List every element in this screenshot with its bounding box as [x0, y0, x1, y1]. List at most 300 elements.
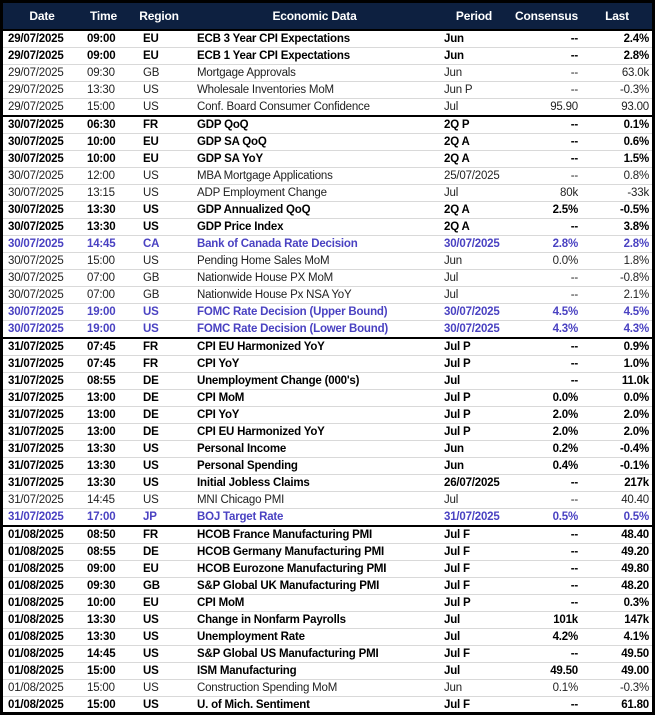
- cell-region: US: [126, 475, 192, 492]
- cell-time: 13:30: [81, 219, 126, 236]
- table-row[interactable]: [3, 30, 652, 48]
- table-row[interactable]: [3, 578, 652, 595]
- cell-period: Jul F: [437, 544, 511, 561]
- cell-consensus: --: [511, 492, 582, 509]
- cell-consensus: --: [511, 65, 582, 82]
- cell-last: 1.0%: [582, 356, 652, 373]
- cell-region: US: [126, 168, 192, 185]
- cell-last: 217k: [582, 475, 652, 492]
- cell-last: 3.8%: [582, 219, 652, 236]
- cell-economic-data: Conf. Board Consumer Confidence: [192, 99, 437, 117]
- cell-time: 09:00: [81, 561, 126, 578]
- table-row[interactable]: [3, 390, 652, 407]
- table-row[interactable]: [3, 168, 652, 185]
- cell-period: Jul: [437, 492, 511, 509]
- cell-period: Jul P: [437, 407, 511, 424]
- cell-last: 4.5%: [582, 304, 652, 321]
- table-row[interactable]: [3, 680, 652, 697]
- cell-last: 0.6%: [582, 134, 652, 151]
- cell-economic-data: Mortgage Approvals: [192, 65, 437, 82]
- column-header-economic-data: Economic Data: [192, 3, 437, 30]
- cell-date: 31/07/2025: [3, 390, 81, 407]
- cell-region: US: [126, 646, 192, 663]
- cell-last: 11.0k: [582, 373, 652, 390]
- cell-date: 30/07/2025: [3, 168, 81, 185]
- cell-economic-data: CPI MoM: [192, 390, 437, 407]
- cell-consensus: --: [511, 578, 582, 595]
- cell-period: 2Q A: [437, 134, 511, 151]
- cell-region: FR: [143, 119, 158, 131]
- date-group: [3, 338, 652, 526]
- cell-last: 0.9%: [623, 341, 649, 353]
- cell-last: 61.80: [582, 697, 652, 714]
- cell-last: 63.0k: [582, 65, 652, 82]
- cell-period: 25/07/2025: [437, 168, 511, 185]
- cell-date: 30/07/2025: [3, 219, 81, 236]
- cell-last: -33k: [582, 185, 652, 202]
- cell-date: 30/07/2025: [3, 253, 81, 270]
- cell-consensus: 0.0%: [511, 253, 582, 270]
- cell-region: DE: [126, 424, 192, 441]
- cell-time: 15:00: [81, 697, 126, 714]
- table-row[interactable]: [3, 612, 652, 629]
- cell-consensus: 2.0%: [511, 424, 582, 441]
- cell-period: Jun: [437, 441, 511, 458]
- cell-consensus: --: [570, 119, 578, 131]
- cell-economic-data: ADP Employment Change: [192, 185, 437, 202]
- cell-region: JP: [126, 509, 192, 527]
- table-row[interactable]: [3, 134, 652, 151]
- table-row[interactable]: [3, 116, 652, 134]
- table-row[interactable]: [3, 270, 652, 287]
- cell-region: GB: [126, 65, 192, 82]
- cell-period: Jun: [437, 253, 511, 270]
- cell-economic-data: FOMC Rate Decision (Lower Bound): [192, 321, 437, 339]
- cell-economic-data: GDP Price Index: [192, 219, 437, 236]
- cell-consensus: --: [511, 561, 582, 578]
- cell-economic-data: Wholesale Inventories MoM: [192, 82, 437, 99]
- cell-time: 07:45: [81, 356, 126, 373]
- cell-last: 0.8%: [582, 168, 652, 185]
- table-row[interactable]: [3, 646, 652, 663]
- cell-economic-data: U. of Mich. Sentiment: [192, 697, 437, 714]
- table-header: [3, 3, 652, 30]
- cell-date: 31/07/2025: [8, 341, 64, 353]
- table-row[interactable]: [3, 373, 652, 390]
- cell-region: DE: [126, 544, 192, 561]
- cell-date: 01/08/2025: [3, 680, 81, 697]
- cell-time: 13:15: [81, 185, 126, 202]
- cell-time: 09:30: [81, 65, 126, 82]
- cell-last: 0.1%: [623, 119, 649, 131]
- cell-region: US: [126, 99, 192, 117]
- cell-time: 14:45: [81, 646, 126, 663]
- table-row[interactable]: [3, 338, 652, 356]
- table-row[interactable]: [3, 663, 652, 680]
- cell-region: US: [126, 253, 192, 270]
- cell-time: 10:00: [81, 595, 126, 612]
- cell-economic-data: MNI Chicago PMI: [192, 492, 437, 509]
- cell-economic-data: Nationwide House PX MoM: [192, 270, 437, 287]
- cell-region: EU: [126, 48, 192, 65]
- cell-region: DE: [126, 390, 192, 407]
- table-row[interactable]: [3, 492, 652, 509]
- cell-period: Jul: [437, 663, 511, 680]
- cell-region: GB: [126, 270, 192, 287]
- cell-period: 26/07/2025: [437, 475, 511, 492]
- table-row[interactable]: [3, 99, 652, 117]
- table-row[interactable]: [3, 151, 652, 168]
- cell-economic-data: HCOB Germany Manufacturing PMI: [192, 544, 437, 561]
- cell-economic-data: HCOB Eurozone Manufacturing PMI: [192, 561, 437, 578]
- table-row[interactable]: [3, 441, 652, 458]
- cell-consensus: 0.1%: [511, 680, 582, 697]
- column-header-consensus: Consensus: [511, 3, 582, 30]
- table-row[interactable]: [3, 697, 652, 714]
- cell-last: 4.3%: [582, 321, 652, 339]
- table-row[interactable]: [3, 407, 652, 424]
- table-row[interactable]: [3, 629, 652, 646]
- table-row[interactable]: [3, 321, 652, 339]
- cell-period: Jul F: [437, 561, 511, 578]
- cell-last: 48.40: [621, 529, 649, 541]
- cell-consensus: --: [511, 373, 582, 390]
- cell-last: -0.1%: [582, 458, 652, 475]
- cell-period: Jun: [444, 33, 464, 45]
- cell-economic-data: Unemployment Rate: [192, 629, 437, 646]
- cell-period: Jul P: [437, 424, 511, 441]
- cell-consensus: --: [511, 356, 582, 373]
- cell-economic-data: Personal Spending: [192, 458, 437, 475]
- cell-time: 15:00: [81, 253, 126, 270]
- cell-date: 29/07/2025: [3, 99, 81, 117]
- cell-time: 17:00: [81, 509, 126, 527]
- cell-time: 07:00: [81, 287, 126, 304]
- cell-region: EU: [126, 151, 192, 168]
- cell-last: 2.0%: [582, 424, 652, 441]
- cell-date: 31/07/2025: [3, 356, 81, 373]
- cell-date: 29/07/2025: [8, 33, 64, 45]
- cell-consensus: 95.90: [511, 99, 582, 117]
- cell-region: DE: [126, 373, 192, 390]
- table-row[interactable]: [3, 458, 652, 475]
- cell-date: 31/07/2025: [3, 492, 81, 509]
- cell-consensus: --: [511, 475, 582, 492]
- cell-date: 01/08/2025: [3, 612, 81, 629]
- cell-economic-data: CPI YoY: [192, 356, 437, 373]
- cell-date: 30/07/2025: [3, 151, 81, 168]
- table-row[interactable]: [3, 185, 652, 202]
- table-row[interactable]: [3, 82, 652, 99]
- cell-region: DE: [126, 407, 192, 424]
- cell-period: 30/07/2025: [437, 304, 511, 321]
- table-row[interactable]: [3, 475, 652, 492]
- cell-date: 30/07/2025: [3, 287, 81, 304]
- cell-last: 49.00: [582, 663, 652, 680]
- cell-period: Jun: [437, 48, 511, 65]
- cell-last: 147k: [582, 612, 652, 629]
- cell-economic-data: ISM Manufacturing: [192, 663, 437, 680]
- cell-region: US: [126, 219, 192, 236]
- cell-last: 49.20: [582, 544, 652, 561]
- cell-period: Jul F: [437, 578, 511, 595]
- cell-region: FR: [143, 529, 158, 541]
- cell-time: 08:55: [81, 544, 126, 561]
- table-row[interactable]: [3, 202, 652, 219]
- cell-time: 19:00: [81, 304, 126, 321]
- cell-region: EU: [126, 561, 192, 578]
- table-row[interactable]: [3, 595, 652, 612]
- cell-period: Jul F: [437, 646, 511, 663]
- table-row[interactable]: [3, 544, 652, 561]
- cell-period: 31/07/2025: [437, 509, 511, 527]
- cell-region: FR: [143, 341, 158, 353]
- cell-consensus: --: [511, 48, 582, 65]
- cell-date: 30/07/2025: [3, 304, 81, 321]
- cell-time: 12:00: [81, 168, 126, 185]
- table-row[interactable]: [3, 424, 652, 441]
- table-row[interactable]: [3, 287, 652, 304]
- cell-consensus: 2.8%: [511, 236, 582, 253]
- cell-region: US: [126, 612, 192, 629]
- cell-consensus: --: [511, 544, 582, 561]
- cell-economic-data: Nationwide House Px NSA YoY: [192, 287, 437, 304]
- table-row[interactable]: [3, 65, 652, 82]
- cell-economic-data: S&P Global UK Manufacturing PMI: [192, 578, 437, 595]
- cell-region: GB: [126, 287, 192, 304]
- table-row[interactable]: [3, 356, 652, 373]
- cell-region: US: [126, 304, 192, 321]
- table-row[interactable]: [3, 236, 652, 253]
- cell-economic-data: Initial Jobless Claims: [192, 475, 437, 492]
- cell-period: Jul: [437, 629, 511, 646]
- cell-period: Jun: [437, 680, 511, 697]
- date-group: [3, 30, 652, 116]
- cell-region: FR: [126, 356, 192, 373]
- cell-economic-data: MBA Mortgage Applications: [192, 168, 437, 185]
- cell-consensus: 4.3%: [511, 321, 582, 339]
- table-row[interactable]: [3, 304, 652, 321]
- cell-time: 13:30: [81, 458, 126, 475]
- column-header-region: Region: [126, 3, 192, 30]
- cell-date: 31/07/2025: [3, 509, 81, 527]
- cell-period: Jul F: [444, 529, 470, 541]
- cell-date: 31/07/2025: [3, 458, 81, 475]
- cell-consensus: --: [570, 33, 578, 45]
- cell-last: 1.5%: [582, 151, 652, 168]
- cell-last: 0.0%: [582, 390, 652, 407]
- cell-economic-data: ECB 1 Year CPI Expectations: [192, 48, 437, 65]
- cell-last: 2.1%: [582, 287, 652, 304]
- cell-period: 2Q A: [437, 151, 511, 168]
- cell-consensus: --: [570, 529, 578, 541]
- cell-period: 2Q P: [444, 119, 470, 131]
- cell-time: 10:00: [81, 151, 126, 168]
- cell-period: Jul: [437, 612, 511, 629]
- cell-period: Jun: [437, 458, 511, 475]
- cell-economic-data: Pending Home Sales MoM: [192, 253, 437, 270]
- table-row[interactable]: [3, 253, 652, 270]
- table-row[interactable]: [3, 48, 652, 65]
- cell-period: Jul P: [437, 595, 511, 612]
- cell-date: 01/08/2025: [3, 646, 81, 663]
- cell-date: 31/07/2025: [3, 407, 81, 424]
- cell-date: 31/07/2025: [3, 424, 81, 441]
- cell-time: 13:00: [81, 407, 126, 424]
- cell-time: 19:00: [81, 321, 126, 339]
- cell-region: US: [126, 697, 192, 714]
- cell-date: 01/08/2025: [3, 595, 81, 612]
- cell-date: 01/08/2025: [3, 561, 81, 578]
- cell-period: Jul F: [437, 697, 511, 714]
- cell-consensus: 0.5%: [511, 509, 582, 527]
- cell-consensus: --: [511, 270, 582, 287]
- cell-last: 49.50: [582, 646, 652, 663]
- cell-period: Jul P: [437, 356, 511, 373]
- cell-period: 2Q A: [437, 219, 511, 236]
- cell-time: 13:30: [81, 629, 126, 646]
- cell-consensus: 80k: [511, 185, 582, 202]
- cell-period: 2Q A: [437, 202, 511, 219]
- cell-region: US: [126, 663, 192, 680]
- cell-time: 06:30: [87, 119, 116, 131]
- cell-last: 0.3%: [582, 595, 652, 612]
- cell-date: 01/08/2025: [3, 663, 81, 680]
- cell-time: 10:00: [81, 134, 126, 151]
- cell-consensus: 4.2%: [511, 629, 582, 646]
- cell-consensus: --: [511, 646, 582, 663]
- cell-last: -0.4%: [582, 441, 652, 458]
- cell-last: 49.80: [582, 561, 652, 578]
- cell-consensus: 2.5%: [511, 202, 582, 219]
- cell-period: 30/07/2025: [437, 236, 511, 253]
- cell-region: US: [126, 202, 192, 219]
- cell-last: 48.20: [582, 578, 652, 595]
- table-row[interactable]: [3, 526, 652, 544]
- cell-region: CA: [126, 236, 192, 253]
- cell-economic-data: GDP SA YoY: [192, 151, 437, 168]
- cell-time: 08:50: [87, 529, 116, 541]
- cell-consensus: 49.50: [511, 663, 582, 680]
- cell-consensus: --: [511, 168, 582, 185]
- cell-economic-data: GDP QoQ: [197, 119, 249, 131]
- cell-last: -0.5%: [582, 202, 652, 219]
- table-row[interactable]: [3, 561, 652, 578]
- cell-date: 30/07/2025: [3, 270, 81, 287]
- cell-economic-data: BOJ Target Rate: [192, 509, 437, 527]
- cell-period: 30/07/2025: [437, 321, 511, 339]
- cell-time: 13:00: [81, 390, 126, 407]
- cell-date: 01/08/2025: [3, 697, 81, 714]
- cell-region: US: [126, 82, 192, 99]
- cell-date: 01/08/2025: [3, 629, 81, 646]
- cell-economic-data: GDP Annualized QoQ: [192, 202, 437, 219]
- cell-period: Jul: [437, 287, 511, 304]
- cell-consensus: 0.0%: [511, 390, 582, 407]
- cell-consensus: --: [511, 151, 582, 168]
- cell-time: 08:55: [81, 373, 126, 390]
- cell-region: US: [126, 680, 192, 697]
- cell-economic-data: Unemployment Change (000's): [192, 373, 437, 390]
- cell-time: 13:30: [81, 475, 126, 492]
- column-header-last: Last: [582, 3, 652, 30]
- cell-date: 29/07/2025: [3, 65, 81, 82]
- cell-last: 93.00: [582, 99, 652, 117]
- table-row[interactable]: [3, 509, 652, 527]
- cell-economic-data: Personal Income: [192, 441, 437, 458]
- column-header-date: Date: [3, 3, 81, 30]
- cell-last: 1.8%: [582, 253, 652, 270]
- cell-period: Jul: [437, 185, 511, 202]
- cell-time: 13:30: [81, 441, 126, 458]
- cell-consensus: 2.0%: [511, 407, 582, 424]
- cell-last: 0.5%: [582, 509, 652, 527]
- cell-consensus: --: [511, 134, 582, 151]
- cell-economic-data: FOMC Rate Decision (Upper Bound): [192, 304, 437, 321]
- cell-time: 07:45: [87, 341, 116, 353]
- cell-time: 14:45: [81, 236, 126, 253]
- table-row[interactable]: [3, 219, 652, 236]
- cell-time: 15:00: [81, 99, 126, 117]
- cell-date: 31/07/2025: [3, 441, 81, 458]
- cell-time: 09:00: [87, 33, 116, 45]
- cell-economic-data: CPI YoY: [192, 407, 437, 424]
- cell-date: 29/07/2025: [3, 82, 81, 99]
- cell-date: 30/07/2025: [3, 185, 81, 202]
- cell-consensus: --: [511, 595, 582, 612]
- header-row: [3, 3, 652, 30]
- cell-period: Jun: [437, 65, 511, 82]
- cell-time: 13:30: [81, 612, 126, 629]
- cell-region: US: [126, 185, 192, 202]
- cell-economic-data: S&P Global US Manufacturing PMI: [192, 646, 437, 663]
- cell-period: Jul P: [444, 341, 471, 353]
- cell-consensus: 0.2%: [511, 441, 582, 458]
- cell-region: US: [126, 441, 192, 458]
- cell-period: Jul: [437, 99, 511, 117]
- cell-date: 01/08/2025: [8, 529, 64, 541]
- date-group: [3, 116, 652, 338]
- cell-region: US: [126, 458, 192, 475]
- cell-region: US: [126, 629, 192, 646]
- cell-region: US: [126, 321, 192, 339]
- cell-last: 40.40: [582, 492, 652, 509]
- cell-period: Jun P: [437, 82, 511, 99]
- cell-region: EU: [126, 595, 192, 612]
- cell-date: 30/07/2025: [3, 236, 81, 253]
- date-group: [3, 526, 652, 713]
- cell-time: 13:30: [81, 202, 126, 219]
- cell-economic-data: Change in Nonfarm Payrolls: [192, 612, 437, 629]
- cell-last: -0.8%: [582, 270, 652, 287]
- cell-date: 30/07/2025: [3, 202, 81, 219]
- cell-last: -0.3%: [582, 680, 652, 697]
- cell-time: 07:00: [81, 270, 126, 287]
- cell-time: 15:00: [81, 663, 126, 680]
- cell-economic-data: CPI MoM: [192, 595, 437, 612]
- cell-time: 13:30: [81, 82, 126, 99]
- cell-consensus: --: [511, 697, 582, 714]
- cell-region: US: [126, 492, 192, 509]
- cell-date: 01/08/2025: [3, 544, 81, 561]
- cell-economic-data: CPI EU Harmonized YoY: [192, 424, 437, 441]
- cell-time: 09:30: [81, 578, 126, 595]
- cell-date: 29/07/2025: [3, 48, 81, 65]
- cell-date: 30/07/2025: [8, 119, 64, 131]
- cell-economic-data: Construction Spending MoM: [192, 680, 437, 697]
- economic-calendar-table: [3, 3, 652, 713]
- cell-period: Jul: [437, 373, 511, 390]
